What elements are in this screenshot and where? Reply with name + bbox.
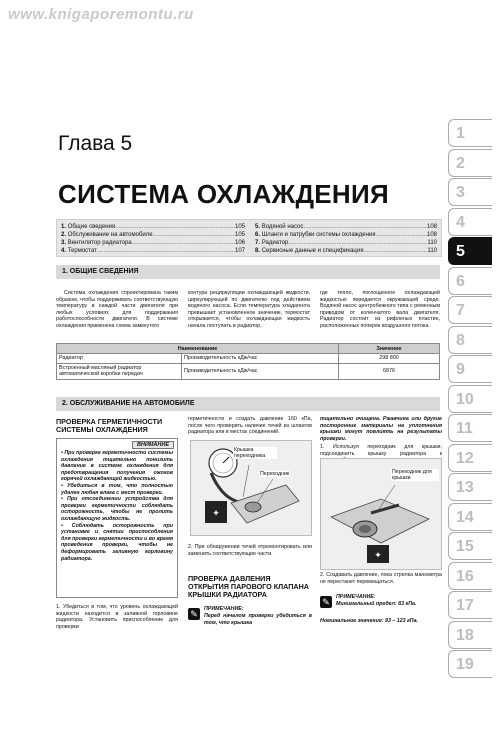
table-cell: Производительность кДж/час [182, 354, 339, 364]
watermark: www.knigaporemontu.ru [8, 6, 194, 23]
warning-item: • При проверке герметичности системы охлаждения тщательно понизить давление в системе охлаждения для предотвращения получения ожогов горячей охлаждающей жидкостью. [61, 450, 173, 483]
figure-pressure-tester [190, 440, 312, 536]
chapter-tabs [448, 119, 492, 680]
step-3-text: 1. Используя переходник для крышки, подсоединить крышку радиатора к [320, 444, 442, 457]
tab-chapter-7[interactable]: 7 [448, 296, 492, 324]
tab-chapter-1[interactable]: 1 [448, 119, 492, 147]
step-4-text: 2. Создавать давление, пока стрелка манометра не перестанет перемещаться. [320, 572, 442, 585]
warning-text [61, 450, 173, 562]
tab-chapter-11[interactable]: 11 [448, 414, 492, 442]
contents-item[interactable]: 7. Радиатор ..... 110 [255, 239, 437, 247]
contents-item[interactable]: 1. Общие сведения ..... 105 [61, 223, 245, 231]
pressure-test-text: герметичности и создать давление 160 кПа, после чего проверить наличие течей из шлангов радиатора или в местах соединений. [188, 416, 312, 436]
subheading-cap-valve: ПРОВЕРКА ДАВЛЕНИЯ ОТКРЫТИЯ ПАРОВОГО КЛАПАНА КРЫШКИ РАДИАТОРА [188, 574, 309, 599]
table-cell: Радиатор [57, 354, 182, 364]
page-title: СИСТЕМА ОХЛАЖДЕНИЯ [58, 179, 389, 209]
tab-chapter-8[interactable]: 8 [448, 326, 492, 354]
tab-chapter-9[interactable]: 9 [448, 355, 492, 383]
chapter-contents [56, 219, 442, 257]
svg-text:✦: ✦ [374, 550, 382, 560]
step-2-text: 2. При обнаружении течей отремонтировать или заменить соответствующие части. [188, 544, 312, 557]
tab-chapter-10[interactable]: 10 [448, 385, 492, 413]
tab-chapter-4[interactable]: 4 [448, 208, 492, 236]
table-cell: 6876 [339, 363, 440, 379]
tab-chapter-16[interactable]: 16 [448, 562, 492, 590]
table-header-row [57, 344, 440, 354]
tab-chapter-3[interactable]: 3 [448, 178, 492, 206]
warning-box [56, 438, 178, 598]
warning-label: ВНИМАНИЕ [132, 441, 174, 449]
tab-chapter-15[interactable]: 15 [448, 532, 492, 560]
warning-item: • Соблюдать осторожность при установке и снятии приспособления для проверки герметичности и во время проведения проверки, чтобы не деформировать заливную горловину радиатора. [61, 522, 173, 562]
contents-item[interactable]: 5. Водяной насос ..... 108 [255, 223, 437, 231]
general-text-col3: где тепло, поглощенное охлаждающей жидкостью передается окружающей среде. Водяной насос центробежного типа с ременным приводом от коленчатого вала двигателя. Радиатор состоит из рифленых пластин, расположенных поперек воздушного потока. [320, 290, 440, 329]
note-pencil-icon: ✎ [188, 608, 200, 620]
tab-chapter-5[interactable]: 5 [448, 237, 492, 265]
note2-label: ПРИМЕЧАНИЕ: [336, 594, 376, 600]
table-row [57, 354, 440, 364]
warning-item: • При отсоединении устройства для проверки герметичности соблюдать осторожность, чтобы не пролить охлаждающую жидкость. [61, 496, 173, 522]
contents-item[interactable]: 2. Обслуживание на автомобиле ..... 105 [61, 231, 245, 239]
subheading-leak-check: ПРОВЕРКА ГЕРМЕТИЧНОСТИ СИСТЕМЫ ОХЛАЖДЕНИЯ [56, 417, 163, 434]
contents-item[interactable]: 8. Сервисные данные и спецификация ..... 110 [255, 247, 437, 255]
general-text-col1: Система охлаждения спроектирована таким образом, чтобы поддерживать соответствующую температуру в каждой части двигателя при любых условиях для поддержания работоспособности двигателя. В системе охлаждения применена схема замкнутого [56, 290, 178, 329]
column-header-name: Наименование [57, 344, 339, 354]
note2-nominal: Номинальное значение: 93 – 123 кПа. [320, 618, 419, 624]
contents-item[interactable]: 6. Шланги и патрубки системы охлаждения ..... 108 [255, 231, 437, 239]
tab-chapter-13[interactable]: 13 [448, 473, 492, 501]
contents-left-column [61, 223, 245, 255]
contents-item[interactable]: 3. Вентилятор радиатора ..... 106 [61, 239, 245, 247]
step-1-text: 1. Убедиться в том, что уровень охлаждающей жидкости находится в заливной горловине радиатора. Установить приспособление для проверки [56, 604, 178, 630]
table-row [57, 363, 440, 379]
label-cap-adapter: Переходник для крышки [391, 469, 439, 481]
warning-item: • Убедиться в том, что полностью удален любая влага с мест проверки. [61, 482, 173, 496]
note-continued-text: тщательно очищена. Ржавчина или другие посторонние материалы на уплотнения крышки могут повлиять на результаты проверки. [320, 416, 442, 442]
label-adapter-cap: Крышка переходника [233, 447, 277, 459]
contents-right-column [255, 223, 437, 255]
tab-chapter-18[interactable]: 18 [448, 621, 492, 649]
section-heading-general: 1. ОБЩИЕ СВЕДЕНИЯ [56, 265, 440, 279]
tab-chapter-14[interactable]: 14 [448, 503, 492, 531]
tab-chapter-12[interactable]: 12 [448, 444, 492, 472]
section-heading-service: 2. ОБСЛУЖИВАНИЕ НА АВТОМОБИЛЕ [56, 397, 440, 411]
table-cell: Производительность кДж/час [182, 363, 339, 379]
note2-min: Минимальный предел: 83 кПа. [336, 601, 417, 607]
note-pencil-icon: ✎ [320, 596, 332, 608]
note-label: ПРИМЕЧАНИЕ: [204, 606, 244, 612]
svg-text:✦: ✦ [212, 508, 220, 518]
column-header-value: Значение [339, 344, 440, 354]
specs-table [56, 343, 440, 380]
table-cell: Встроенный масляный радиатор автоматической коробки передач [57, 363, 182, 379]
general-text-col2: контура рециркуляции охлаждающей жидкости, циркулирующей по двигателю под действием водяного насоса. Если температура хладагента превышает установленное значение, термостат открывается, чтобы охлаждающая жидкость начала поступать в радиатор, [188, 290, 310, 329]
tab-chapter-17[interactable]: 17 [448, 591, 492, 619]
tab-chapter-19[interactable]: 19 [448, 650, 492, 678]
table-cell: 298 800 [339, 354, 440, 364]
figure-cap-adapter [320, 458, 442, 570]
note-text: Перед началом проверки убедиться в том, что крышка [204, 613, 312, 626]
contents-item[interactable]: 4. Термостат ..... 107 [61, 247, 245, 255]
tab-chapter-6[interactable]: 6 [448, 267, 492, 295]
chapter-label: Глава 5 [58, 132, 133, 155]
tab-chapter-2[interactable]: 2 [448, 149, 492, 177]
label-adapter: Переходник [260, 471, 290, 477]
